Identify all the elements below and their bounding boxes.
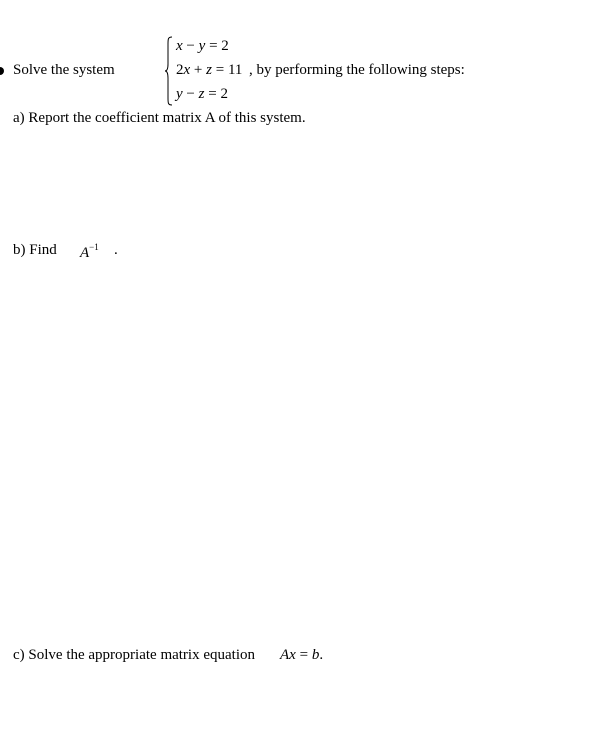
problem-tail: , by performing the following steps: — [249, 62, 465, 78]
problem-intro: Solve the system — [13, 62, 115, 78]
eq3-var-y: y — [176, 86, 183, 102]
part-c-text: c) Solve the appropriate matrix equation — [13, 647, 255, 663]
part-b-period: . — [114, 242, 118, 258]
matrix-A: A — [80, 245, 90, 261]
eq1-var-y: y — [198, 38, 206, 54]
part-a-text: a) Report the coefficient matrix A of this system. — [13, 110, 306, 126]
part-b-inverse — [80, 242, 99, 262]
eq3-var-z: z — [198, 86, 205, 102]
system-equation-3: y − z = 2 — [176, 86, 228, 102]
eq1-var-x: x — [176, 38, 183, 54]
part-c-equation: Ax = b. — [280, 647, 324, 663]
list-bullet — [0, 67, 4, 75]
inverse-exponent: −1 — [89, 242, 99, 252]
eq2-var-x: x — [183, 62, 191, 78]
part-b-label: b) Find — [13, 242, 57, 258]
eq2-var-z: z — [206, 62, 212, 78]
system-equation-1: x − y = 2 — [176, 38, 229, 54]
system-brace-icon — [164, 36, 174, 106]
system-equation-2: 2x + z = 11 — [176, 62, 243, 78]
